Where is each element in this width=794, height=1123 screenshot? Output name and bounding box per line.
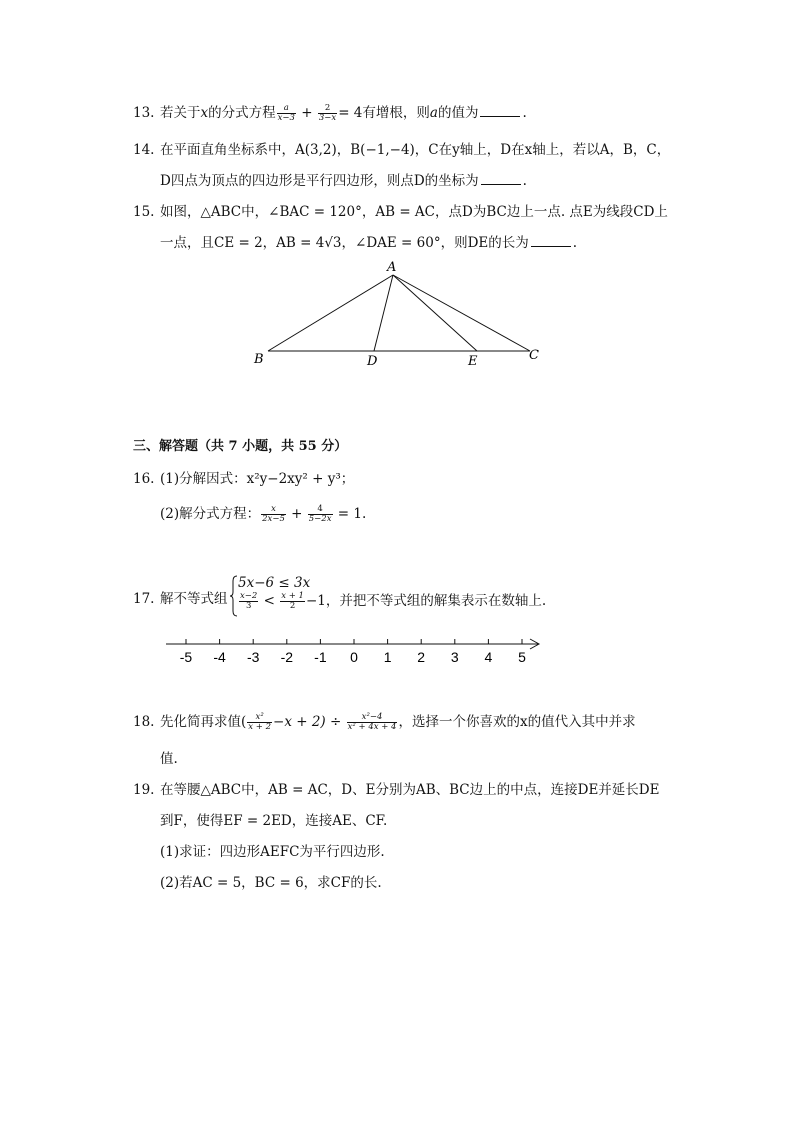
segment-AD xyxy=(374,275,393,351)
fraction xyxy=(318,104,337,123)
label-A: A xyxy=(387,260,397,275)
tick-label: 3 xyxy=(450,649,459,665)
numerator: x + 1 xyxy=(281,591,304,601)
fraction xyxy=(247,713,272,732)
question-number: 18. xyxy=(133,714,155,730)
tick-label: 1 xyxy=(383,649,392,665)
question-text-line-2: 到F，使得EF = 2ED，连接AE、CF. xyxy=(160,813,388,829)
text: ，选择一个你喜欢的x的值代入其中并求 xyxy=(398,714,636,730)
question-text-line-1: 如图，△ABC中，∠BAC = 120°，AB = AC，点D为BC边上一点. 点E为线段CD上 xyxy=(160,204,668,220)
question-text-line-2 xyxy=(160,172,527,190)
numerator: x xyxy=(261,505,286,515)
fraction xyxy=(239,592,258,611)
operator: + xyxy=(291,506,303,522)
label-B: B xyxy=(254,352,264,367)
text: −x + 2) ÷ xyxy=(273,714,342,730)
tick-label: -1 xyxy=(314,649,327,665)
inequality-1: 5x−6 ≤ 3x xyxy=(238,575,311,591)
text: . xyxy=(522,173,527,189)
section-heading: 三、解答题（共 7 小题，共 55 分） xyxy=(133,439,348,454)
text: D四点为顶点的四边形是平行四边形，则点D的坐标为 xyxy=(160,173,479,189)
segment-AB xyxy=(268,275,393,351)
text: = 4有增根，则 xyxy=(338,105,430,121)
segment-AC xyxy=(393,275,530,351)
tick-label: 5 xyxy=(518,649,526,665)
question-text: 解不等式组 xyxy=(160,591,228,607)
fraction xyxy=(261,505,286,524)
number-line xyxy=(160,632,550,672)
text: . xyxy=(522,105,527,121)
answer-blank[interactable] xyxy=(480,104,520,117)
question-part-1: (1)求证：四边形AEFC为平行四边形. xyxy=(160,844,385,860)
answer-blank[interactable] xyxy=(531,234,571,247)
tick-label: -5 xyxy=(179,649,193,665)
variable: a xyxy=(429,105,438,121)
operator: < xyxy=(263,593,275,609)
numerator: 4 xyxy=(308,505,333,515)
fraction xyxy=(308,505,333,524)
question-text-line-1: 在平面直角坐标系中，A(3,2)，B(−1,−4)，C在y轴上，D在x轴上，若以A，B，C， xyxy=(160,142,671,158)
tick-label: 2 xyxy=(417,649,426,665)
question-part-2: (2)若AC = 5，BC = 6，求CF的长. xyxy=(160,875,382,891)
question-part-1: (1)分解因式：x²y−2xy² + y³； xyxy=(160,471,355,487)
ticks xyxy=(180,639,526,665)
tick-label: 0 xyxy=(350,649,358,665)
tick-label: -4 xyxy=(213,649,226,665)
denominator: x−3 xyxy=(277,113,295,123)
question-part-2 xyxy=(160,505,366,524)
denominator: x² + 4x + 4 xyxy=(347,722,397,732)
question-text xyxy=(160,104,527,123)
question-text-line-2 xyxy=(160,234,577,252)
tick-label: -3 xyxy=(246,649,260,665)
label-D: D xyxy=(367,354,378,369)
operator: + xyxy=(301,105,313,121)
denominator: x + 2 xyxy=(248,722,272,732)
text: ，并把不等式组的解集表示在数轴上. xyxy=(325,593,547,609)
text: 的值为 xyxy=(437,105,479,121)
text: 一点，且CE = 2，AB = 4√3，∠DAE = 60°，则DE的长为 xyxy=(160,235,529,251)
inequality-2 xyxy=(238,592,546,611)
question-number: 16. xyxy=(133,471,155,487)
question-number: 15. xyxy=(133,204,155,220)
fraction xyxy=(347,713,398,732)
question-text-line-2: 值. xyxy=(160,751,178,767)
segment-AE xyxy=(393,275,477,351)
text: −1 xyxy=(305,593,326,609)
text: = 1. xyxy=(337,506,367,522)
denominator: 2x−5 xyxy=(262,514,285,524)
tick-label: -2 xyxy=(280,649,294,665)
question-text-line-1: 在等腰△ABC中，AB = AC，D、E分别为AB、BC边上的中点，连接DE并延长DE xyxy=(160,782,660,798)
text: 若关于 xyxy=(160,105,201,121)
tick-label: 4 xyxy=(484,649,493,665)
text: 先化简再求值( xyxy=(160,714,247,730)
fraction xyxy=(277,104,296,123)
label-E: E xyxy=(468,354,478,369)
numerator: a xyxy=(277,104,296,114)
numerator: x² xyxy=(247,713,272,723)
denominator: 3−x xyxy=(318,113,337,123)
question-number: 17. xyxy=(133,591,155,607)
question-number: 19. xyxy=(133,782,155,798)
question-number: 14. xyxy=(133,142,155,158)
label-C: C xyxy=(529,348,539,363)
triangle-figure xyxy=(240,255,560,375)
numerator: 2 xyxy=(318,104,337,114)
fraction xyxy=(280,592,305,611)
answer-blank[interactable] xyxy=(481,172,521,185)
denominator: 5−2x xyxy=(308,514,332,524)
numerator: x²−4 xyxy=(347,713,398,723)
numerator: x−2 xyxy=(240,591,258,601)
denominator: 2 xyxy=(289,601,296,611)
denominator: 3 xyxy=(245,601,252,611)
variable: x xyxy=(200,105,209,121)
brace-icon xyxy=(230,575,238,617)
question-number: 13. xyxy=(133,105,155,121)
text: (2)解分式方程： xyxy=(160,506,261,522)
question-text xyxy=(160,713,636,732)
text: 的分式方程 xyxy=(208,105,276,121)
text: . xyxy=(572,235,578,251)
